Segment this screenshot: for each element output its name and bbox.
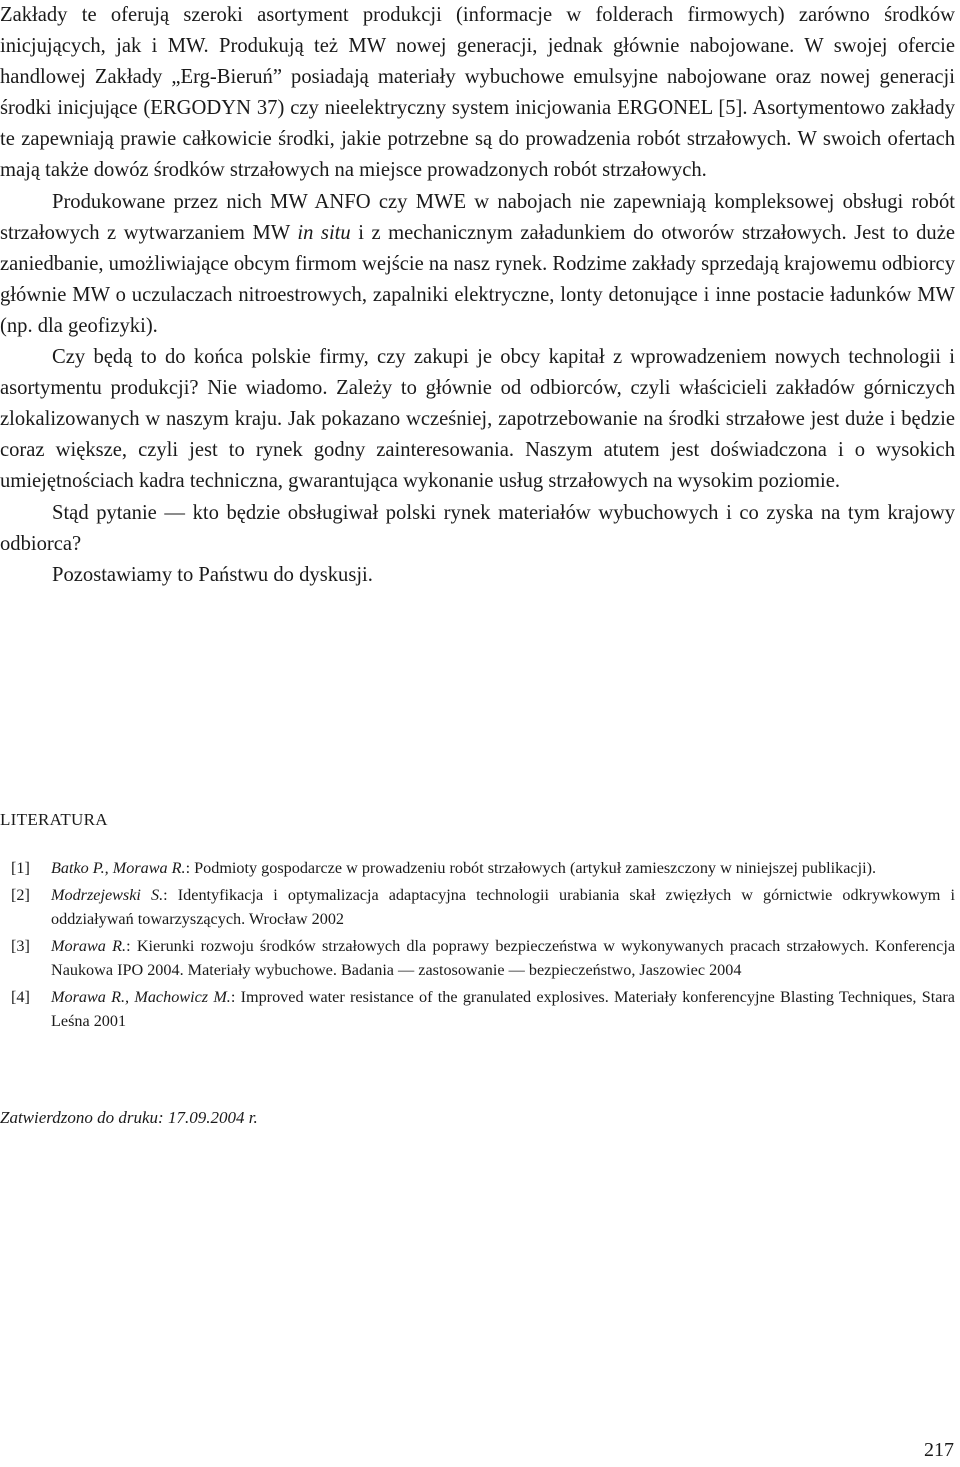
- reference-author: Morawa R.: [51, 936, 127, 955]
- reference-text: : Identyfikacja i optymalizacja adaptacyjna technologii urabiania skał zwięzłych w górnictwie odkrywkowym i oddziaływań towarzyszących. Wrocław 2002: [51, 885, 955, 928]
- paragraph-1: Zakłady te oferują szeroki asortyment produkcji (informacje w folderach firmowych) zarówno środków inicjujących, jak i MW. Produkują też MW nowej generacji, jednak głównie nabojowane. W swojej ofercie handlowej Zakłady „Erg-Bieruń” posiadają materiały wybuchowe emulsyjne nabojowane oraz nowej generacji środki inicjujące (ERGODYN 37) czy nieelektryczny system inicjowania ERGONEL [5]. Asortymentowo zakłady te zapewniają prawie całkowicie środki, jakie potrzebne są do prowadzenia robót strzałowych. W swoich ofertach mają także dowóz środków strzałowych na miejsce prowadzonych robót strzałowych.: [0, 4, 955, 182]
- reference-number: [4]: [11, 987, 30, 1006]
- reference-author: Batko P., Morawa R.: [51, 859, 186, 877]
- paragraph-3: Czy będą to do końca polskie firmy, czy zakupi je obcy kapitał z wprowadzeniem nowych technologii i asortymentu produkcji? Nie wiadomo. Zależy to głównie od odbiorców, czyli właścicieli zakładów górniczych zlokalizowanych w naszym kraju. Jak pokazano wcześniej, zapotrzebowanie na środki strzałowe jest duże i będzie coraz większe, czyli jest to rynek godny zainteresowania. Naszym atutem jest doświadczona i o wysokich umiejętnościach kadra techniczna, gwarantująca wykonanie usług strzałowych na wysokim poziomie.: [0, 346, 955, 493]
- paragraph-2: [0, 187, 955, 342]
- paragraph-4: Stąd pytanie — kto będzie obsługiwał polski rynek materiałów wybuchowych i co zyska na tym krajowy odbiorca?: [0, 501, 955, 555]
- reference-item: [0, 856, 955, 881]
- paragraph-2-text-b: i z mechanicznym załadunkiem do otworów strzałowych. Jest to duże zaniedbanie, umożliwiające obcym firmom wejście na nasz rynek. Rodzime zakłady sprzedają krajowemu odbiorcy głównie MW o uczulaczach nitroestrowych, zapalniki elektryczne, lonty detonujące i inne postacie ładunków MW (np. dla geofizyki).: [0, 221, 955, 337]
- reference-text: : Improved water resistance of the granulated explosives. Materiały konferencyjne Blasting Techniques, Stara Leśna 2001: [51, 987, 955, 1030]
- reference-number: [2]: [11, 885, 30, 904]
- reference-number: [3]: [11, 936, 30, 955]
- reference-number: [1]: [11, 859, 30, 877]
- approval-note: Zatwierdzono do druku: 17.09.2004 r.: [0, 1108, 258, 1127]
- body-text: [0, 0, 955, 591]
- reference-author: Morawa R., Machowicz M.: [51, 987, 231, 1006]
- reference-author: Modrzejewski S.: [51, 885, 164, 904]
- reference-item: [0, 883, 955, 932]
- paragraph-5: Pozostawiamy to Państwu do dyskusji.: [52, 563, 373, 586]
- page-number: 217: [924, 1439, 954, 1461]
- reference-text: : Podmioty gospodarcze w prowadzeniu robót strzałowych (artykuł zamieszczony w niniejszej publikacji).: [185, 859, 877, 877]
- reference-text: : Kierunki rozwoju środków strzałowych dla poprawy bezpieczeństwa w wykonywanych pracach strzałowych. Konferencja Naukowa IPO 2004. Materiały wybuchowe. Badania — zastosowanie — bezpieczeństwo, Jaszowiec 2004: [51, 936, 955, 979]
- literature-heading: LITERATURA: [0, 810, 108, 829]
- in-situ-term: in situ: [297, 221, 351, 244]
- reference-item: [0, 985, 955, 1034]
- reference-list: [0, 856, 955, 1036]
- paragraph-2-text-a: Produkowane przez nich MW ANFO czy MWE w nabojach nie zapewniają kompleksowej obsługi robót strzałowych z wytwarzaniem MW: [0, 190, 955, 244]
- reference-item: [0, 934, 955, 983]
